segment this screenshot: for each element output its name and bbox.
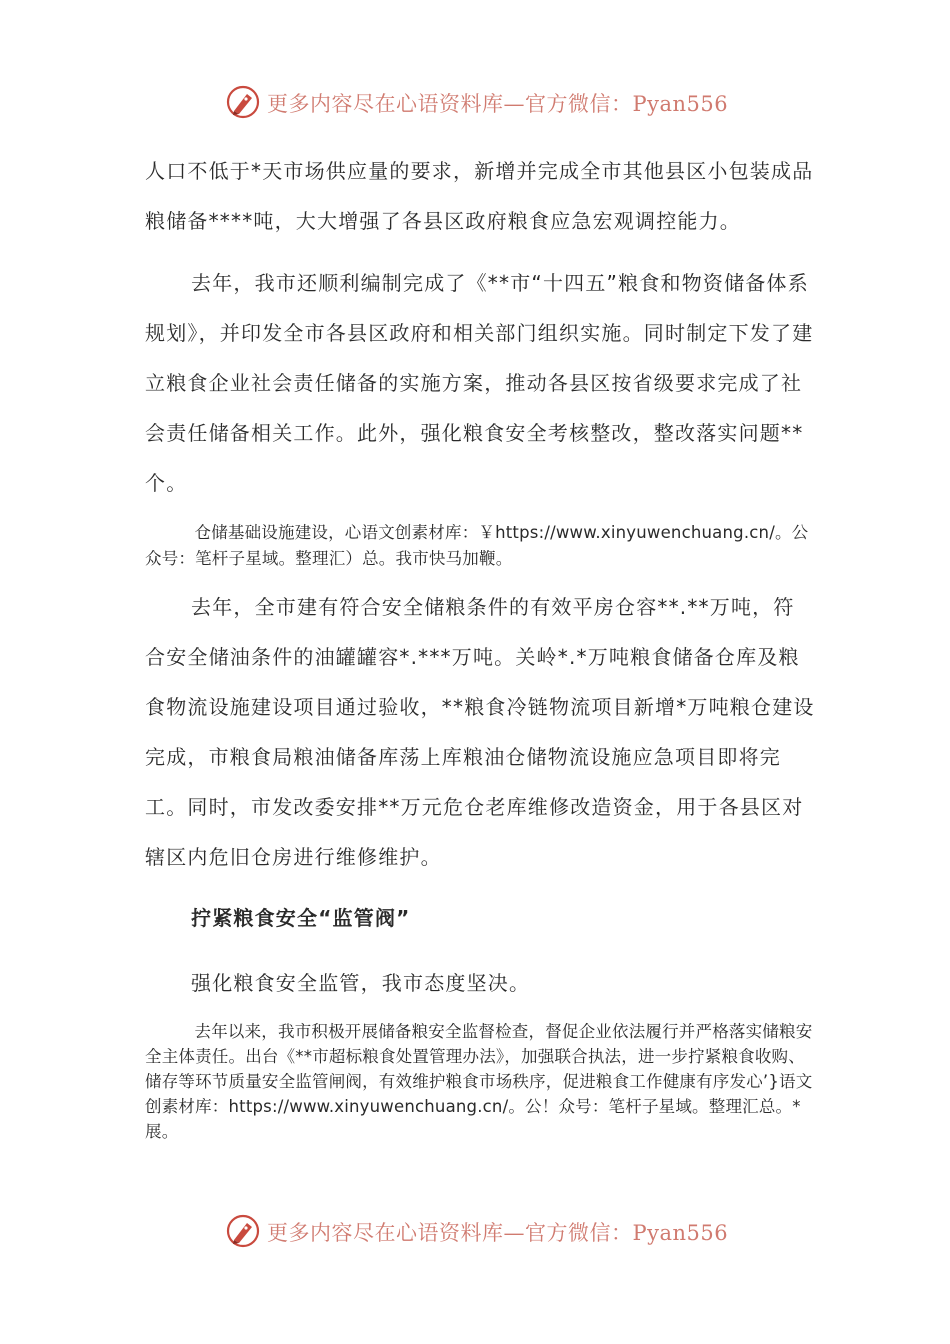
paragraph-reserve-capacity: 人口不低于*天市场供应量的要求，新增并完成全市其他县区小包装成品粮储备****吨，大大增强了各县区政府粮食应急宏观调控能力。: [145, 159, 814, 233]
pen-nib-logo-icon: [225, 84, 261, 120]
paragraph-planning: 去年，我市还顺利编制完成了《**市“十四五”粮食和物资储备体系规划》，并印发全市各县区政府和相关部门组织实施。同时制定下发了建立粮食企业社会责任储备的实施方案，推动各县区按省级要求完成了社会责任储备相关工作。此外，强化粮食安全考核整改，整改落实问题**个。: [145, 271, 814, 495]
paragraph-supervision-intro: 强化粮食安全监管，我市态度坚决。: [191, 971, 531, 995]
paragraph-supervision-detail: 去年以来，我市积极开展储备粮安全监督检查，督促企业依法履行并严格落实储粮安全主体责任。出台《**市超标粮食处置管理办法》，加强联合执法，进一步拧紧粮食收购、储存等环节质量安全监管闸阀，有效维护粮食市场秩序，促进粮食工作健康有序发心’}语文创素材库：https://www.xinyuwenchuang.cn/。公！众号：笔杆子星域。整理汇总。*展。: [145, 1022, 813, 1141]
footer-banner: [0, 1211, 950, 1251]
pen-nib-logo-icon: [225, 1213, 261, 1249]
header-banner: [0, 82, 950, 122]
banner-text: 更多内容尽在心语资料库—官方微信：Pyan556: [267, 92, 729, 116]
banner-text: 更多内容尽在心语资料库—官方微信：Pyan556: [267, 1221, 729, 1245]
paragraph-storage-capacity: 去年，全市建有符合安全储粮条件的有效平房仓容**.**万吨，符合安全储油条件的油罐罐容*.***万吨。关岭*.*万吨粮食储备仓库及粮食物流设施建设项目通过验收，**粮食冷链物流项目新增*万吨粮仓建设完成，市粮食局粮油储备库荡上库粮油仓储物流设施应急项目即将完工。同时，市发改委安排**万元危仓老库维修改造资金，用于各县区对辖区内危旧仓房进行维修维护。: [145, 595, 815, 869]
paragraph-infrastructure-intro: 仓储基础设施建设，心语文创素材库：￥https://www.xinyuwenchuang.cn/。公众号：笔杆子星域。整理汇）总。我市快马加鞭。: [145, 523, 809, 568]
section-heading: 拧紧粮食安全“监管阀”: [191, 906, 411, 930]
